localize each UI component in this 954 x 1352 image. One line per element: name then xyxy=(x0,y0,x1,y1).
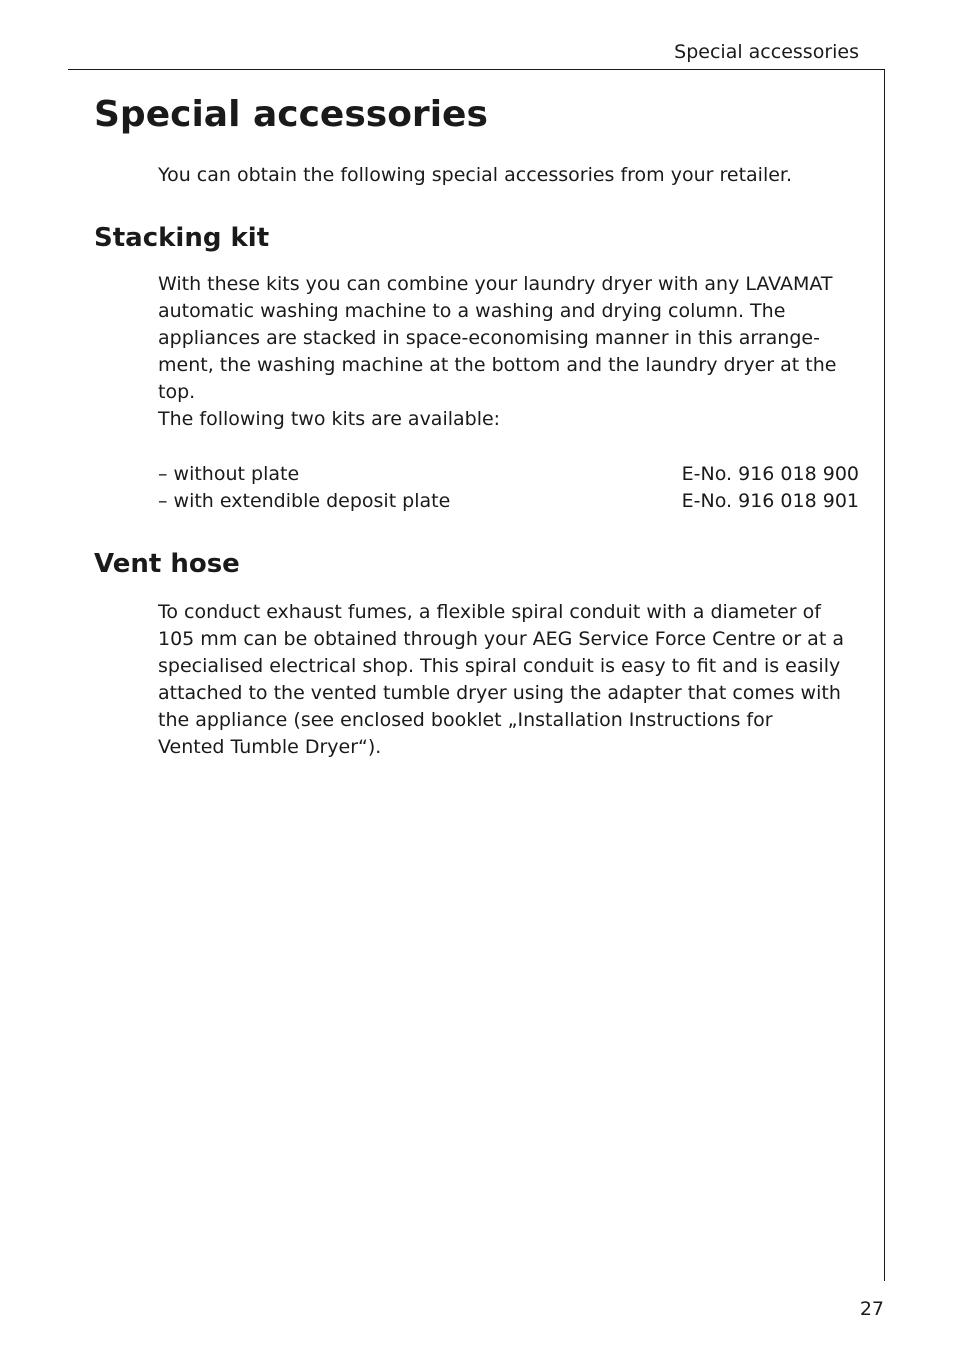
paragraph-line: ment, the washing machine at the bottom and the laundry dryer at the xyxy=(158,354,837,376)
paragraph-line: top. xyxy=(158,381,196,403)
page-number: 27 xyxy=(859,1298,884,1320)
kit-label: – without plate xyxy=(158,463,300,485)
paragraph-line: automatic washing machine to a washing and drying column. The xyxy=(158,300,786,322)
kit-part-number: E-No. 916 018 900 xyxy=(681,463,859,485)
paragraph-line: Vented Tumble Dryer“). xyxy=(158,736,382,758)
vent-hose-paragraph xyxy=(158,599,858,761)
paragraph-line: The following two kits are available: xyxy=(158,408,501,430)
kit-label: – with extendible deposit plate xyxy=(158,490,451,512)
paragraph-line: 105 mm can be obtained through your AEG Service Force Centre or at a xyxy=(158,628,844,650)
paragraph-line: To conduct exhaust fumes, a flexible spiral conduit with a diameter of xyxy=(158,601,821,623)
intro-paragraph: You can obtain the following special accessories from your retailer. xyxy=(158,164,793,186)
page-title: Special accessories xyxy=(94,94,488,135)
paragraph-line: With these kits you can combine your laundry dryer with any LAVAMAT xyxy=(158,273,833,295)
side-margin-rule xyxy=(884,69,885,1281)
vent-hose-heading: Vent hose xyxy=(94,549,240,579)
stacking-kit-paragraph xyxy=(158,271,858,433)
kit-item-with-deposit-plate xyxy=(158,488,859,515)
paragraph-line: attached to the vented tumble dryer using the adapter that comes with xyxy=(158,682,841,704)
running-header: Special accessories xyxy=(674,41,859,63)
stacking-kit-heading: Stacking kit xyxy=(94,223,270,253)
paragraph-line: appliances are stacked in space-economising manner in this arrange- xyxy=(158,327,820,349)
paragraph-line: specialised electrical shop. This spiral conduit is easy to fit and is easily xyxy=(158,655,841,677)
header-divider xyxy=(68,69,885,70)
kit-item-without-plate xyxy=(158,461,859,488)
kit-part-number: E-No. 916 018 901 xyxy=(681,490,859,512)
paragraph-line: the appliance (see enclosed booklet „Installation Instructions for xyxy=(158,709,773,731)
